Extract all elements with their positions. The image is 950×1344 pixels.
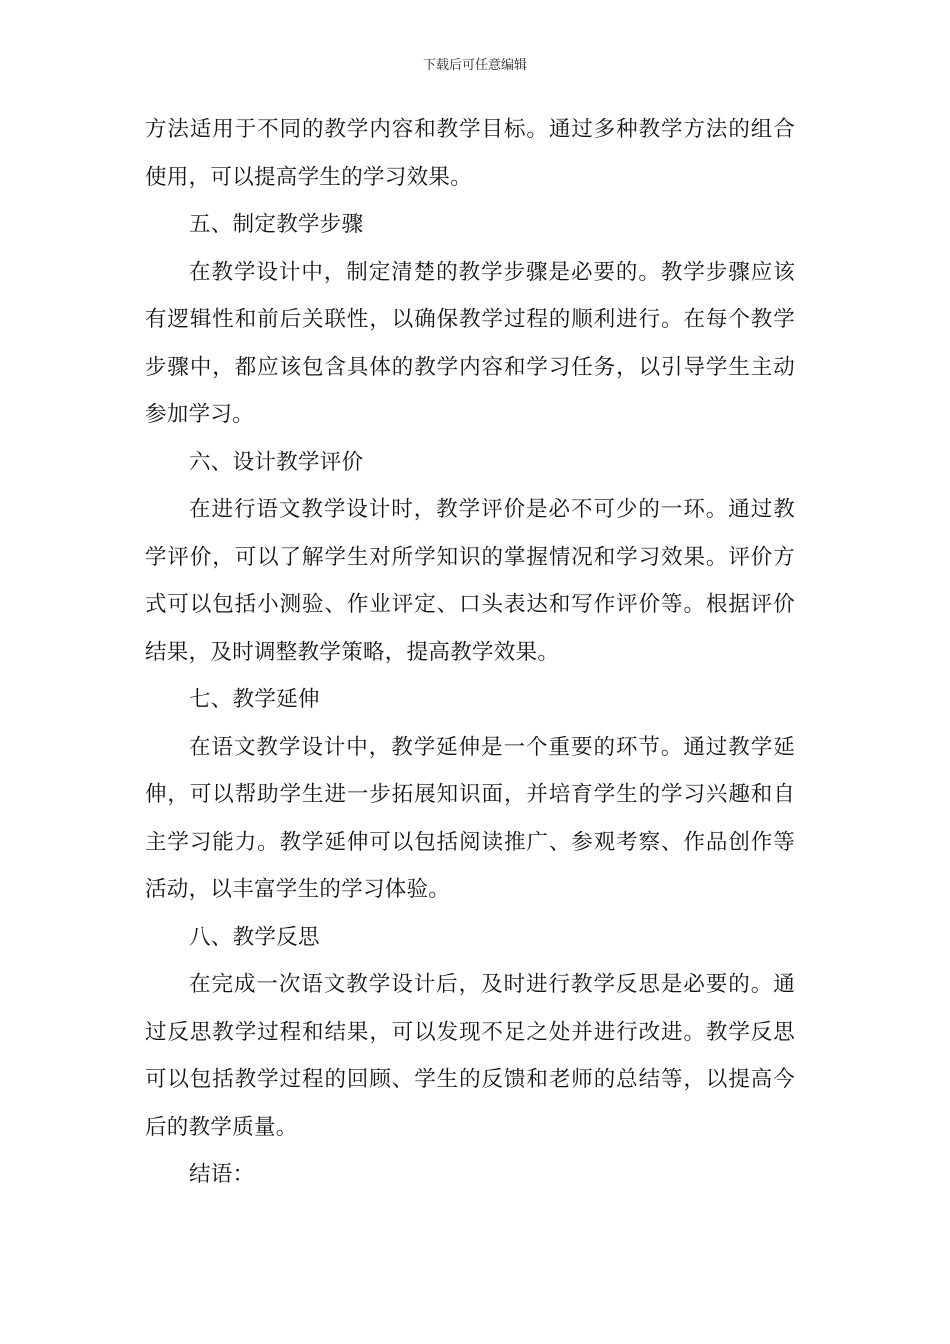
paragraph-teaching-evaluation: 在进行语文教学设计时，教学评价是必不可少的一环。通过教学评价，可以了解学生对所学知识的掌握情况和学习效果。评价方式可以包括小测验、作业评定、口头表达和写作评价等。根据评价结果，及时调整教学策略，提高教学效果。 (145, 497, 795, 665)
paragraph-methods-continued: 方法适用于不同的教学内容和教学目标。通过多种教学方法的组合使用，可以提高学生的学习效果。 (145, 117, 795, 190)
heading-conclusion: 结语： (189, 1162, 255, 1187)
heading-section-5: 五、制定教学步骤 (189, 212, 364, 237)
paragraph-teaching-steps: 在教学设计中，制定清楚的教学步骤是必要的。教学步骤应该有逻辑性和前后关联性，以确保教学过程的顺利进行。在每个教学步骤中，都应该包含具体的教学内容和学习任务，以引导学生主动参加学习。 (145, 259, 795, 427)
heading-section-8: 八、教学反思 (189, 924, 320, 950)
heading-section-7: 七、教学延伸 (189, 687, 320, 712)
document-body (145, 106, 795, 1199)
heading-section-6: 六、设计教学评价 (189, 449, 364, 475)
page-header: 下载后可任意编辑 (422, 58, 527, 73)
paragraph-teaching-extension: 在语文教学设计中，教学延伸是一个重要的环节。通过教学延伸，可以帮助学生进一步拓展知识面，并培育学生的学习兴趣和自主学习能力。教学延伸可以包括阅读推广、参观考察、作品创作等活动，以丰富学生的学习体验。 (145, 734, 795, 902)
paragraph-teaching-reflection: 在完成一次语文教学设计后，及时进行教学反思是必要的。通过反思教学过程和结果，可以发现不足之处并进行改进。教学反思可以包括教学过程的回顾、学生的反馈和老师的总结等，以提高今后的教学质量。 (145, 972, 795, 1140)
